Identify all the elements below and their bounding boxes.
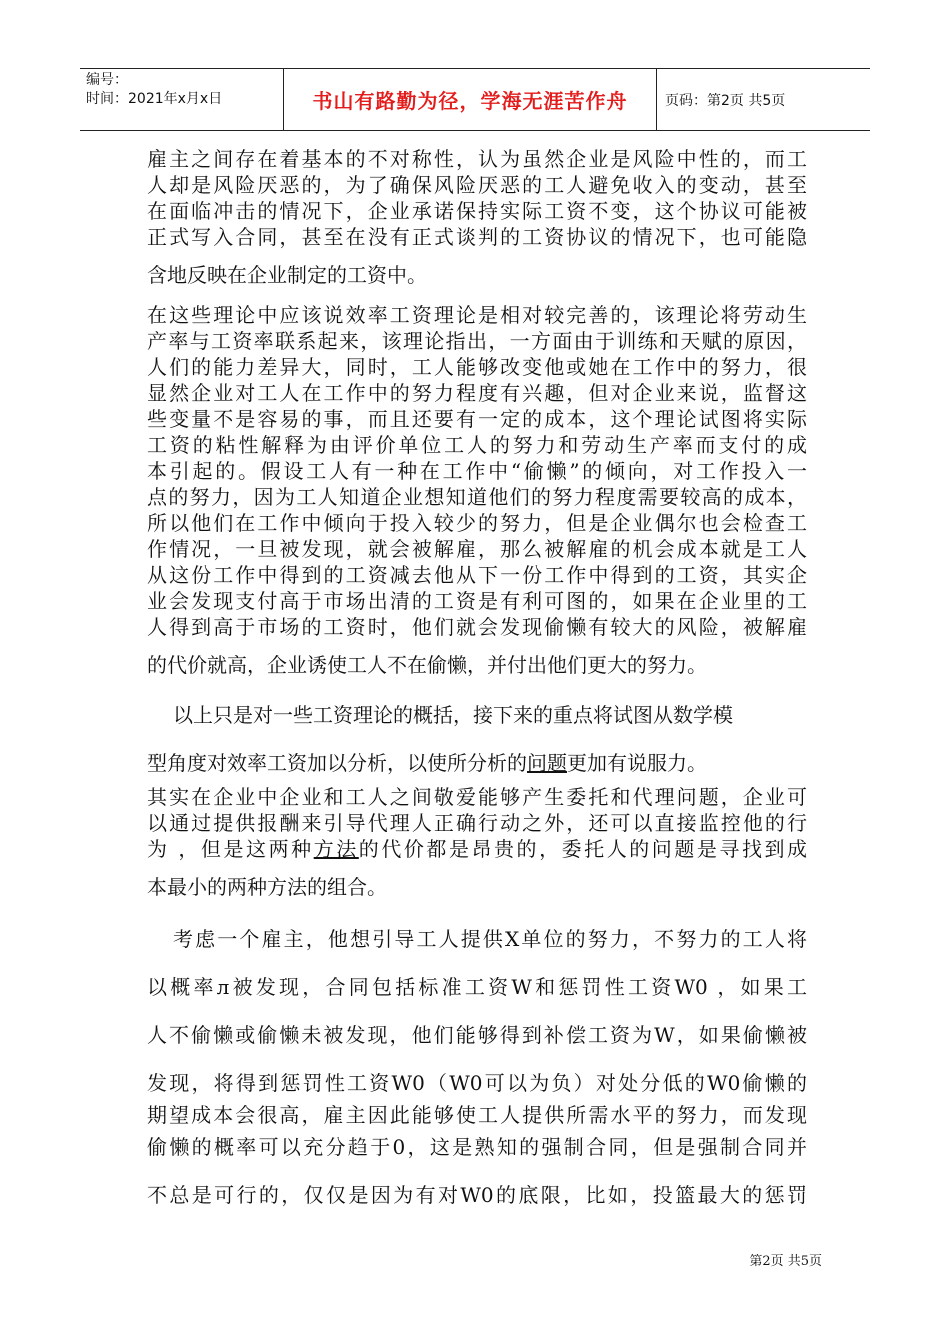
paragraph-1 xyxy=(147,146,807,288)
paragraph-5 xyxy=(147,926,807,1208)
text-line: 的代价就高，企业诱使工人不在偷懒，并付出他们更大的努力。 xyxy=(147,653,707,677)
text-line: 含地反映在企业制定的工资中。 xyxy=(147,263,427,287)
text-line: 人不偷懒或偷懒未被发现，他们能够得到补偿工资为W，如果偷懒被 xyxy=(147,1023,807,1047)
text-line: 人得到高于市场的工资时，他们就会发现偷懒有较大的风险，被解雇 xyxy=(147,615,807,639)
paragraph-3 xyxy=(147,702,807,776)
text-line: 发现，将得到惩罚性工资W0（W0可以为负）对处分低的W0偷懒的 xyxy=(147,1071,807,1095)
text-line: 人却是风险厌恶的，为了确保风险厌恶的工人避免收入的变动，甚至 xyxy=(147,173,807,197)
method-link[interactable]: 方法 xyxy=(313,837,359,861)
text-line: 不总是可行的，仅仅是因为有对W0的底限，比如，投篮最大的惩罚 xyxy=(147,1183,807,1207)
text-line: 考虑一个雇主，他想引导工人提供X单位的努力，不努力的工人将 xyxy=(173,927,807,951)
text-line: 以上只是对一些工资理论的概括，接下来的重点将试图从数学模 xyxy=(173,703,733,727)
text-line: 本最小的两种方法的组合。 xyxy=(147,875,387,899)
date-label: 时间：2021年x月x日 xyxy=(86,91,223,107)
header-page-info: 页码：第2页 共5页 xyxy=(656,69,870,130)
page-footer: 第2页 共5页 xyxy=(749,1254,822,1269)
text-line: 从这份工作中得到的工资减去他从下一份工作中得到的工资，其实企 xyxy=(147,563,807,587)
doc-number-label: 编号： xyxy=(86,72,128,88)
text-line: 在面临冲击的情况下，企业承诺保持实际工资不变，这个协议可能被 xyxy=(147,199,807,223)
text-line: 在这些理论中应该说效率工资理论是相对较完善的，该理论将劳动生 xyxy=(147,303,807,327)
text-line: 显然企业对工人在工作中的努力程度有兴趣，但对企业来说，监督这 xyxy=(147,381,807,405)
text-line: 其实在企业中企业和工人之间敬爱能够产生委托和代理问题，企业可 xyxy=(147,785,807,809)
text-line: 所以他们在工作中倾向于投入较少的努力，但是企业偶尔也会检查工 xyxy=(147,511,807,535)
document-body xyxy=(147,146,807,1208)
text-line: 偷懒的概率可以充分趋于0，这是熟知的强制合同，但是强制合同并 xyxy=(147,1135,807,1159)
header-meta xyxy=(80,69,283,130)
text-line: 正式写入合同，甚至在没有正式谈判的工资协议的情况下，也可能隐 xyxy=(147,225,807,249)
text-line: 些变量不是容易的事，而且还要有一定的成本，这个理论试图将实际 xyxy=(147,407,807,431)
text-span: 为 ，但是这两种 xyxy=(147,837,314,861)
text-line xyxy=(147,750,807,776)
text-line: 雇主之间存在着基本的不对称性，认为虽然企业是风险中性的，而工 xyxy=(147,147,807,171)
text-line: 人们的能力差异大，同时，工人能够改变他或她在工作中的努力，很 xyxy=(147,355,807,379)
paragraph-2 xyxy=(147,302,807,678)
header-motto: 书山有路勤为径，学海无涯苦作舟 xyxy=(283,69,656,130)
text-span: 的代价都是昂贵的，委托人的问题是寻找到成 xyxy=(358,837,808,861)
text-span: 型角度对效率工资加以分析，以使所分析的 xyxy=(147,751,527,775)
paragraph-4 xyxy=(147,784,807,900)
text-line: 业会发现支付高于市场出清的工资是有利可图的，如果在企业里的工 xyxy=(147,589,807,613)
text-line: 本引起的。假设工人有一种在工作中“偷懒”的倾向，对工作投入一 xyxy=(147,459,807,483)
text-line xyxy=(147,836,807,862)
text-line: 作情况，一旦被发现，就会被解雇，那么被解雇的机会成本就是工人 xyxy=(147,537,807,561)
text-line: 以概率л被发现，合同包括标准工资W和惩罚性工资W0 ，如果工 xyxy=(147,975,807,999)
text-line: 工资的粘性解释为由评价单位工人的努力和劳动生产率而支付的成 xyxy=(147,433,807,457)
text-line: 以通过提供报酬来引导代理人正确行动之外，还可以直接监控他的行 xyxy=(147,811,807,835)
text-line: 点的努力，因为工人知道企业想知道他们的努力程度需要较高的成本， xyxy=(147,485,807,509)
problem-link[interactable]: 问题 xyxy=(527,751,567,775)
text-span: 更加有说服力。 xyxy=(567,751,707,775)
text-line: 产率与工资率联系起来，该理论指出，一方面由于训练和天赋的原因， xyxy=(147,329,807,353)
text-line: 期望成本会很高，雇主因此能够使工人提供所需水平的努力，而发现 xyxy=(147,1103,807,1127)
page-header xyxy=(80,68,870,131)
